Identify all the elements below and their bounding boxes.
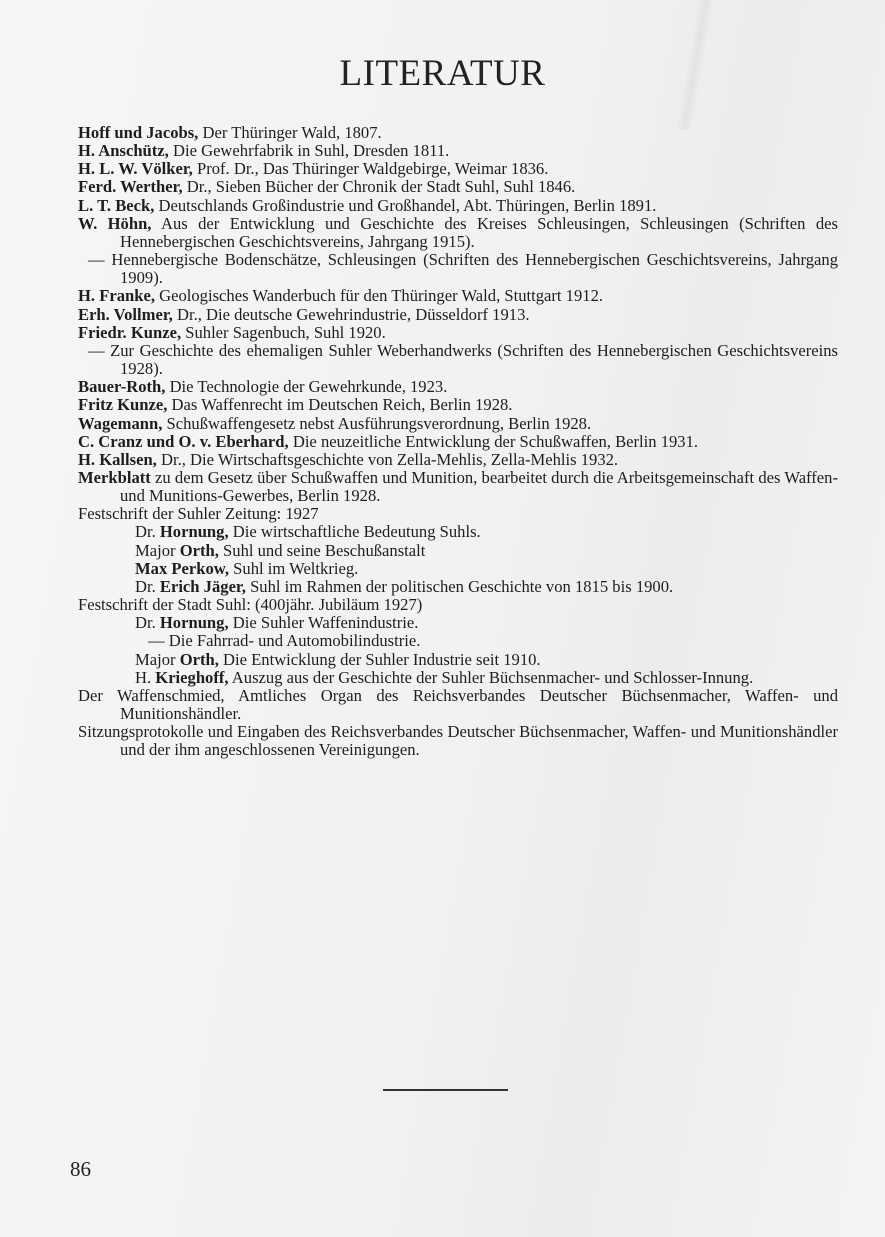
entry-text: Die wirtschaftliche Bedeutung Suhls. [228, 522, 481, 542]
entry-text: Suhler Sagenbuch, Suhl 1920. [181, 322, 386, 342]
entry-author: H. L. W. Völker, [78, 159, 193, 179]
page-number: 86 [70, 1157, 91, 1181]
entry-prefix: Major [135, 540, 180, 560]
entry-prefix: Dr. [135, 576, 160, 596]
entry-author: Krieghoff, [155, 667, 229, 687]
bibliography-entry [78, 469, 838, 505]
entry-text: Die neuzeitliche Entwicklung der Schußwaffen, Berlin 1931. [288, 431, 699, 451]
festschrift-item [135, 542, 838, 560]
bibliography-entry [78, 433, 838, 451]
bibliography-entry [78, 251, 838, 287]
festschrift-item [135, 669, 838, 687]
bibliography-entry: Sitzungsprotokolle und Eingaben des Reichsverbandes Deutscher Büchsenmacher, Waffen- und Munitionshändler und der ihm angeschlossenen Vereinigungen. [78, 722, 838, 760]
entry-author: C. Cranz und O. v. Eberhard, [78, 431, 289, 451]
entry-text: zu dem Gesetz über Schußwaffen und Munition, bearbeitet durch die Arbeitsgemeinschaft des Waffen- und Munitions-Gewerbes, Berlin 1928. [120, 467, 838, 506]
entry-text: Dr., Sieben Bücher der Chronik der Stadt Suhl, Suhl 1846. [182, 177, 576, 197]
bibliography-entry [78, 160, 838, 178]
entry-text: — Die Fahrrad- und Automobilindustrie. [148, 631, 421, 651]
entry-text: — Zur Geschichte des ehemaligen Suhler Weberhandwerks (Schriften des Hennebergischen Geschichtsvereins 1928). [88, 340, 838, 379]
entry-author: Erich Jäger, [159, 576, 246, 596]
entry-text: Der Thüringer Wald, 1807. [198, 123, 382, 142]
bibliography-entry [78, 287, 838, 305]
entry-text: Suhl im Weltkrieg. [229, 558, 359, 578]
festschrift-item [135, 578, 838, 596]
entry-author: Ferd. Werther, [78, 177, 183, 197]
entry-text: Die Gewehrfabrik in Suhl, Dresden 1811. [168, 141, 450, 161]
entry-author: H. Franke, [78, 286, 155, 306]
festschrift-item [135, 651, 838, 669]
entry-text: Die Entwicklung der Suhler Industrie seit 1910. [218, 649, 541, 669]
festschrift-item [135, 614, 838, 632]
festschrift-zeitung-heading: Festschrift der Suhler Zeitung: 1927 [78, 504, 319, 524]
bibliography-entry [78, 306, 838, 324]
entry-text: Aus der Entwicklung und Geschichte des Kreises Schleusingen, Schleusingen (Schriften des Hennebergischen Geschichtsvereins, Jahrgang 1915). [120, 213, 838, 251]
bibliography-entry [78, 415, 838, 433]
entry-author: L. T. Beck, [78, 195, 155, 215]
entry-author: Bauer-Roth, [78, 377, 166, 397]
entry-author: Wagemann, [78, 413, 163, 433]
festschrift-item [135, 560, 838, 578]
festschrift-item [135, 523, 838, 541]
entry-text: Suhl und seine Beschußanstalt [218, 540, 426, 560]
bibliography-entry [78, 142, 838, 160]
entry-author: H. Kallsen, [78, 449, 157, 469]
entry-text: Auszug aus der Geschichte der Suhler Büchsenmacher- und Schlosser-Innung. [228, 667, 754, 687]
bibliography [78, 124, 838, 759]
entry-text: — Hennebergische Bodenschätze, Schleusingen (Schriften des Hennebergischen Geschichtsvereins, Jahrgang 1909). [88, 250, 838, 288]
bibliography-entry [78, 215, 838, 251]
entry-text: Dr., Die deutsche Gewehrindustrie, Düsseldorf 1913. [172, 304, 530, 324]
entry-text: Deutschlands Großindustrie und Großhandel, Abt. Thüringen, Berlin 1891. [154, 195, 657, 215]
entry-prefix: H. [135, 667, 156, 687]
bibliography-entry [78, 178, 838, 196]
entry-text: Dr., Die Wirtschaftsgeschichte von Zella-Mehlis, Zella-Mehlis 1932. [156, 449, 619, 469]
entry-author: Max Perkow, [135, 558, 230, 578]
bibliography-entry [78, 396, 838, 414]
entry-text: Geologisches Wanderbuch für den Thüringer Wald, Stuttgart 1912. [154, 286, 604, 306]
bibliography-entry: Der Waffenschmied, Amtliches Organ des Reichsverbandes Deutscher Büchsenmacher, Waffen- und Munitionshändler. [78, 685, 838, 723]
entry-author: Friedr. Kunze, [78, 322, 182, 342]
bibliography-entry [78, 324, 838, 342]
entry-text: Prof. Dr., Das Thüringer Waldgebirge, Weimar 1836. [192, 159, 549, 179]
bibliography-entry [78, 197, 838, 215]
bibliography-entry [78, 451, 838, 469]
entry-text: Die Technologie der Gewehrkunde, 1923. [165, 377, 448, 397]
entry-author: Hoff und Jacobs, [78, 123, 199, 142]
festschrift-item [135, 632, 838, 650]
entry-author: Fritz Kunze, [78, 395, 168, 415]
entry-author: Merkblatt [78, 467, 151, 487]
entry-author: W. Höhn, [78, 213, 152, 233]
bibliography-entry [78, 378, 838, 396]
entry-prefix: Dr. [135, 613, 160, 633]
entry-text: Suhl im Rahmen der politischen Geschichte von 1815 bis 1900. [245, 576, 674, 596]
entry-author: Hornung, [159, 522, 229, 542]
bibliography-entry [78, 342, 838, 378]
entry-text: Die Suhler Waffenindustrie. [228, 613, 419, 633]
entry-author: Orth, [179, 540, 219, 560]
entry-author: Orth, [179, 649, 219, 669]
festschrift-stadt-heading: Festschrift der Stadt Suhl: (400jähr. Jubiläum 1927) [78, 595, 423, 615]
entry-author: Hornung, [159, 613, 229, 633]
entry-author: Erh. Vollmer, [78, 304, 173, 324]
entry-text: Das Waffenrecht im Deutschen Reich, Berlin 1928. [167, 395, 513, 415]
entry-author: H. Anschütz, [78, 141, 169, 161]
page-title: LITERATUR [339, 53, 546, 94]
entry-prefix: Dr. [135, 522, 160, 542]
entry-text: Schußwaffengesetz nebst Ausführungsverordnung, Berlin 1928. [162, 413, 592, 433]
entry-prefix: Major [135, 649, 180, 669]
section-divider [383, 1089, 508, 1091]
bibliography-entry [78, 124, 838, 142]
